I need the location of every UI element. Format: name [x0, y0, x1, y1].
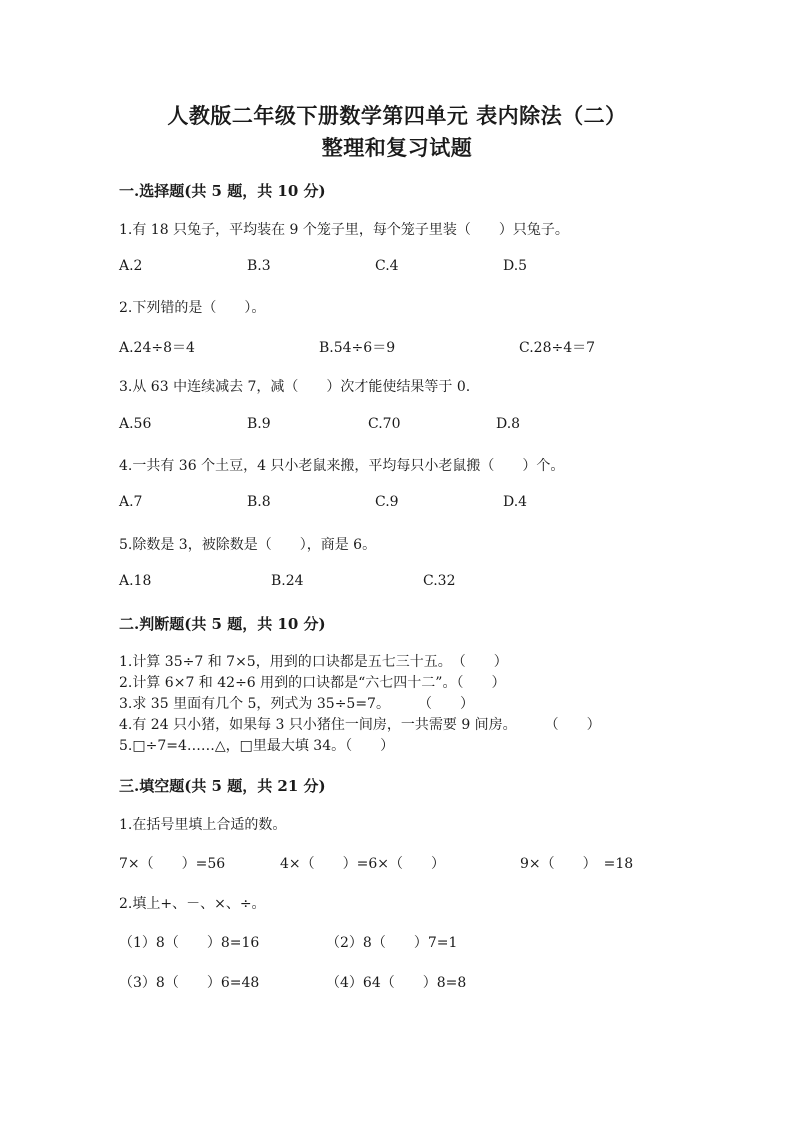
option-1-4-a: A.7	[119, 494, 143, 510]
question-1-4: 4.一共有 36 个土豆，4 只小老鼠来搬，平均每只小老鼠搬（ ）个。	[119, 458, 565, 474]
fill-blank-1: 7×（ ）=56	[119, 856, 226, 872]
fill-op-item-2: （2）8（ ）7=1	[326, 935, 458, 951]
fill-blank-2: 4×（ ）=6×（ ）	[280, 856, 446, 872]
section-heading-choice: 一.选择题(共 5 题，共 10 分)	[119, 182, 326, 200]
question-1-3: 3.从 63 中连续减去 7，减（ ）次才能使结果等于 0.	[119, 379, 471, 395]
option-1-3-d: D.8	[496, 416, 521, 432]
option-1-3-b: B.9	[247, 416, 271, 432]
question-1-1: 1.有 18 只兔子，平均装在 9 个笼子里，每个笼子里装（ ）只兔子。	[119, 222, 569, 238]
judgement-item-5: 5.□÷7=4……△，□里最大填 34。（ ）	[119, 738, 395, 754]
section-heading-judgement: 二.判断题(共 5 题，共 10 分)	[119, 615, 326, 633]
option-1-1-a: A.2	[119, 258, 143, 274]
page-title-line-2: 整理和复习试题	[321, 135, 473, 160]
question-1-2: 2.下列错的是（ ）。	[119, 300, 266, 316]
section-heading-fill: 三.填空题(共 5 题，共 21 分)	[119, 777, 326, 795]
option-1-5-b: B.24	[271, 573, 304, 589]
judgement-item-4: 4.有 24 只小猪，如果每 3 只小猪住一间房，一共需要 9 间房。 （ ）	[119, 717, 601, 733]
fill-question-2: 2.填上+、－、×、÷。	[119, 896, 266, 912]
option-1-1-d: D.5	[503, 258, 528, 274]
option-1-1-c: C.4	[375, 258, 399, 274]
fill-op-item-4: （4）64（ ）8=8	[326, 975, 467, 991]
option-1-3-c: C.70	[368, 416, 401, 432]
judgement-item-3: 3.求 35 里面有几个 5，列式为 35÷5=7。 （ ）	[119, 696, 474, 712]
option-1-5-a: A.18	[119, 573, 152, 589]
option-1-2-a: A.24÷8＝4	[119, 340, 195, 356]
judgement-item-1: 1.计算 35÷7 和 7×5，用到的口诀都是五七三十五。 （ ）	[119, 654, 508, 670]
fill-question-1: 1.在括号里填上合适的数。	[119, 817, 287, 833]
option-1-4-c: C.9	[375, 494, 399, 510]
option-1-1-b: B.3	[247, 258, 271, 274]
fill-op-item-3: （3）8（ ）6=48	[119, 975, 260, 991]
fill-op-item-1: （1）8（ ）8=16	[119, 935, 260, 951]
option-1-2-c: C.28÷4＝7	[519, 340, 596, 356]
option-1-3-a: A.56	[119, 416, 152, 432]
fill-blank-3: 9×（ ） =18	[520, 856, 634, 872]
option-1-4-d: D.4	[503, 494, 528, 510]
judgement-item-2: 2.计算 6×7 和 42÷6 用到的口诀都是“六七四十二”。（ ）	[119, 675, 506, 691]
question-1-5: 5.除数是 3，被除数是（ ），商是 6。	[119, 537, 377, 553]
page-title-line-1: 人教版二年级下册数学第四单元 表内除法（二）	[167, 103, 627, 128]
option-1-2-b: B.54÷6＝9	[319, 340, 396, 356]
option-1-4-b: B.8	[247, 494, 271, 510]
option-1-5-c: C.32	[423, 573, 456, 589]
